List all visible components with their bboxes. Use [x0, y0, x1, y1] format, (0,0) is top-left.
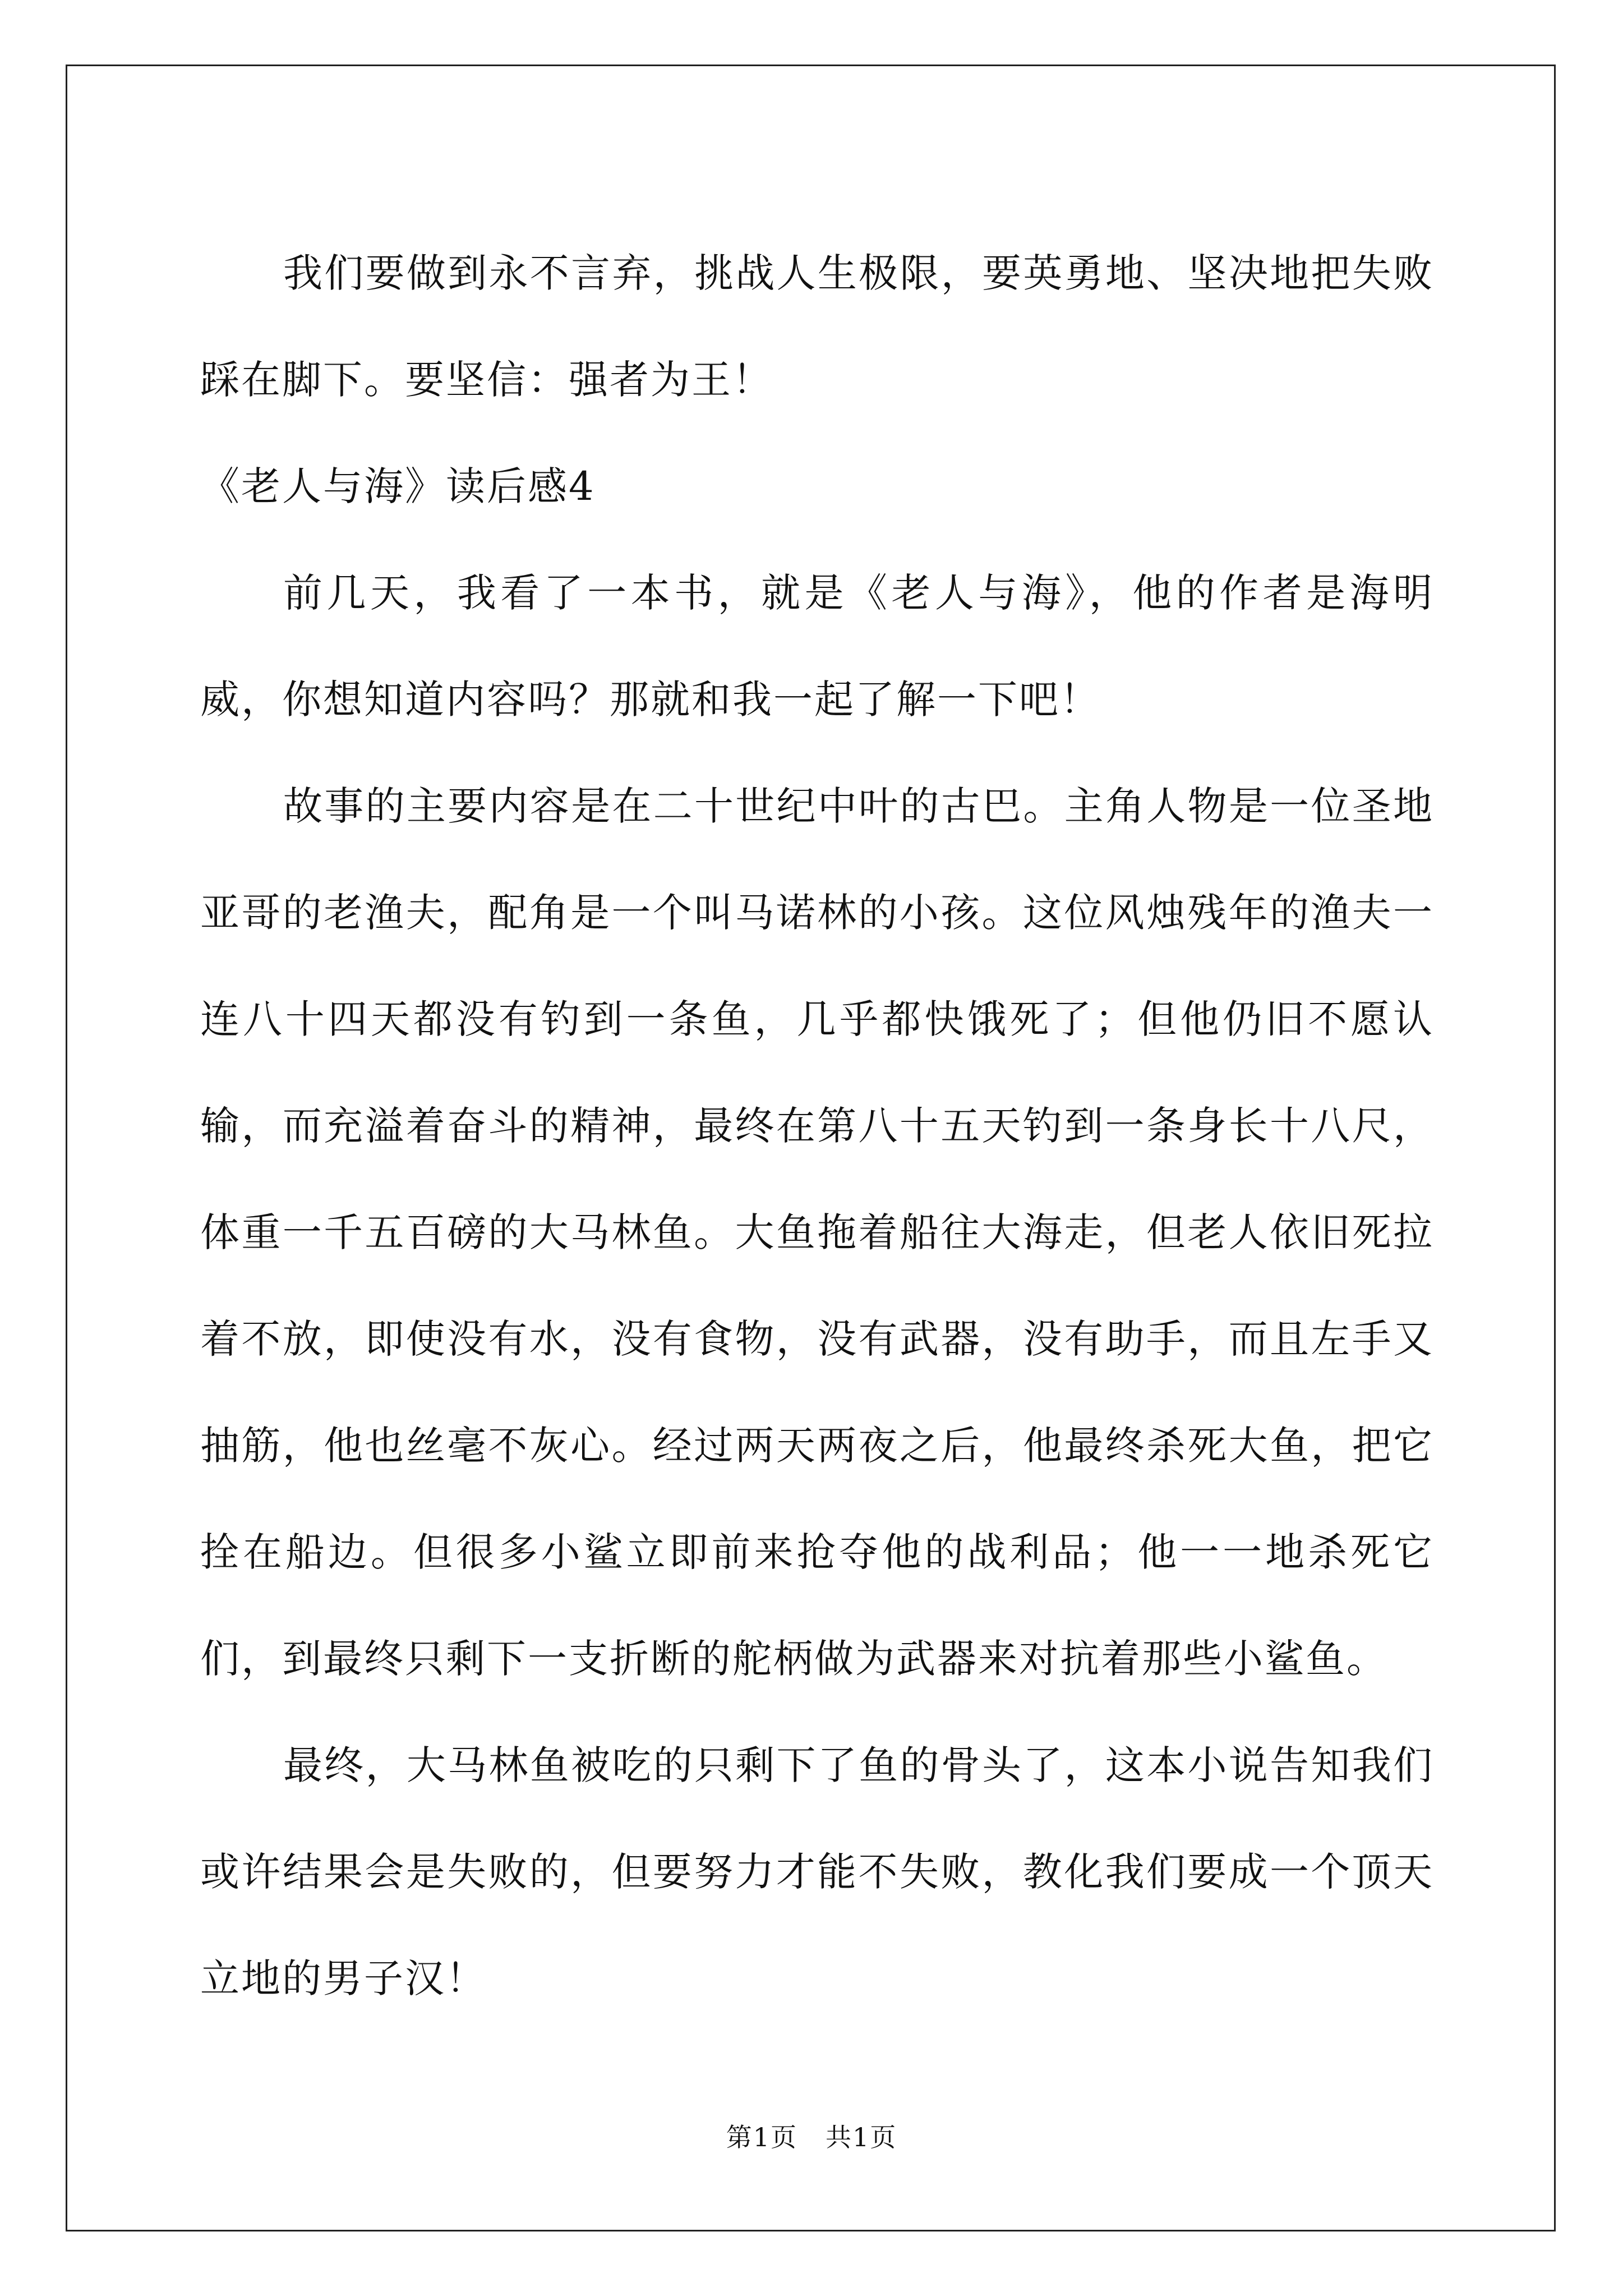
paragraph-1: 前几天，我看了一本书，就是《老人与海》，他的作者是海明威，你想知道内容吗？那就和我一起了解一下吧！: [200, 570, 1434, 723]
page-footer: [0, 2120, 1623, 2154]
page-number-current: 第1页: [726, 2122, 797, 2152]
page-number-total: 共1页: [826, 2122, 897, 2152]
section-heading: 《老人与海》读后感4: [200, 463, 596, 509]
paragraph-2: 故事的主要内容是在二十世纪中叶的古巴。主角人物是一位圣地亚哥的老渔夫，配角是一个叫马诺林的小孩。这位风烛残年的渔夫一连八十四天都没有钓到一条鱼，几乎都快饿死了；但他仍旧不愿认输，而充溢着奋斗的精神，最终在第八十五天钓到一条身长十八尺，体重一千五百磅的大马林鱼。大鱼拖着船往大海走，但老人依旧死拉着不放，即使没有水，没有食物，没有武器，没有助手，而且左手又抽筋，他也丝毫不灰心。经过两天两夜之后，他最终杀死大鱼，把它拴在船边。但很多小鲨立即前来抢夺他的战利品；他一一地杀死它们，到最终只剩下一支折断的舵柄做为武器来对抗着那些小鲨鱼。: [200, 783, 1434, 1682]
document-body: [200, 220, 1434, 2032]
paragraph-intro: 我们要做到永不言弃，挑战人生极限，要英勇地、坚决地把失败踩在脚下。要坚信：强者为王！: [200, 250, 1434, 403]
paragraph-3: 最终，大马林鱼被吃的只剩下了鱼的骨头了，这本小说告知我们或许结果会是失败的，但要努力才能不失败，教化我们要成一个顶天立地的男子汉！: [200, 1742, 1434, 2001]
